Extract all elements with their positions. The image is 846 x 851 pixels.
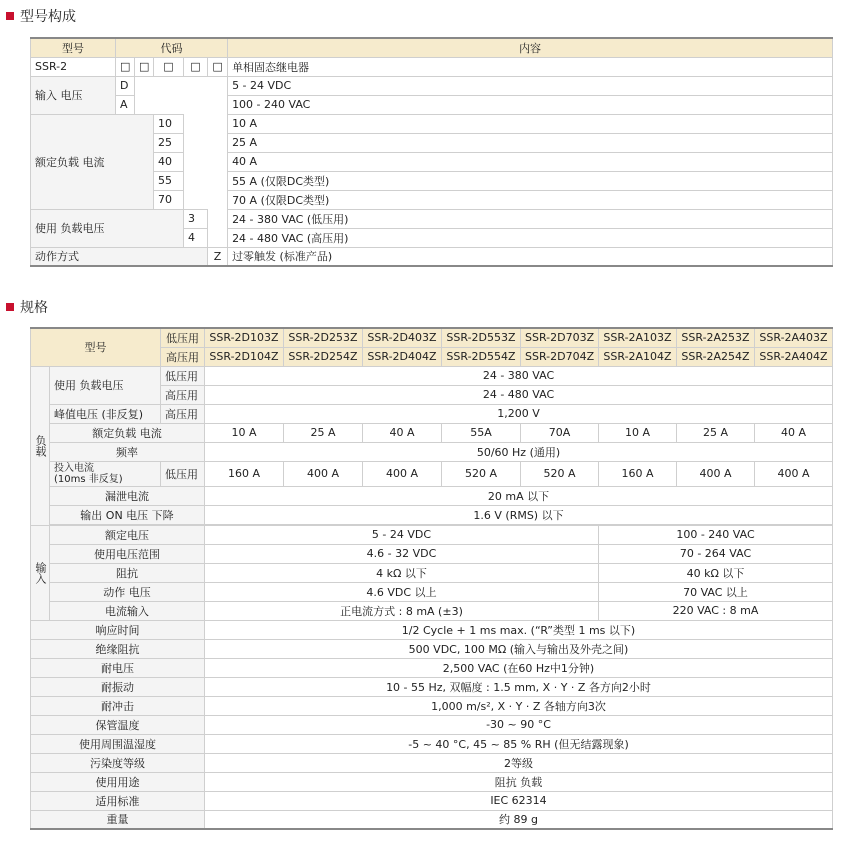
frequency-label: 频率 [50,442,205,461]
low-label: 低压用 [161,366,205,385]
high-model: SSR-2A104Z [599,347,677,366]
code-box: □ [116,57,135,76]
low-label: 低压用 [161,461,205,486]
input-ac-value: 70 - 264 VAC [599,544,833,563]
input-row-label: 电流输入 [50,601,205,620]
general-value: 2等级 [205,753,833,772]
inrush-cell: 400 A [363,461,442,486]
header-code: 代码 [116,38,228,57]
general-value: 500 VDC, 100 MΩ (输入与输出及外壳之间) [205,639,833,658]
inrush-cell: 160 A [205,461,284,486]
model-composition-table [30,37,833,267]
inrush-cell: 160 A [599,461,677,486]
current-value: 25 A [228,133,833,152]
use-voltage-label: 使用 负载电压 [31,209,184,247]
peak-voltage-value: 1,200 V [205,404,833,423]
general-value: 阻抗 负载 [205,772,833,791]
section-heading-model [6,6,76,26]
general-label: 污染度等级 [31,753,205,772]
general-label: 使用用途 [31,772,205,791]
use-voltage-value: 24 - 480 VAC (高压用) [228,228,833,247]
header-content: 内容 [228,38,833,57]
low-model: SSR-2D103Z [205,328,284,347]
section-title: 型号构成 [20,9,76,25]
input-voltage-a: 100 - 240 VAC [228,95,833,114]
general-label: 耐振动 [31,677,205,696]
spec-model-label: 型号 [31,328,161,366]
input-ac-value: 40 kΩ 以下 [599,563,833,582]
use-voltage-value: 24 - 380 VAC (低压用) [228,209,833,228]
rated-current-cell: 25 A [284,423,363,442]
general-value: 2,500 VAC (在60 Hz中1分钟) [205,658,833,677]
input-dc-value: 5 - 24 VDC [205,525,599,544]
code-box: □ [184,57,208,76]
general-value: 1/2 Cycle + 1 ms max. (“R”类型 1 ms 以下) [205,620,833,639]
code-box: □ [208,57,228,76]
input-group-label: 输入 [31,525,50,620]
high-label: 高压用 [161,385,205,404]
high-label: 高压用 [161,404,205,423]
general-label: 响应时间 [31,620,205,639]
section-title: 规格 [20,300,48,316]
general-value: -5 ~ 40 °C, 45 ~ 85 % RH (但无结露现象) [205,734,833,753]
header-model: 型号 [31,38,116,57]
input-voltage-label: 输入 电压 [31,76,116,114]
code-current: 40 [154,152,184,171]
general-value: -30 ~ 90 °C [205,715,833,734]
rated-current-cell: 40 A [363,423,442,442]
code-voltage: 4 [184,228,208,247]
rated-current-cell: 10 A [205,423,284,442]
input-row-label: 阻抗 [50,563,205,582]
general-label: 耐冲击 [31,696,205,715]
peak-voltage-label: 峰值电压 (非反复) [50,404,161,423]
current-value: 10 A [228,114,833,133]
low-model: SSR-2A253Z [677,328,755,347]
code-current: 25 [154,133,184,152]
inrush-cell: 400 A [677,461,755,486]
rated-current-cell: 55A [442,423,521,442]
code-voltage: 3 [184,209,208,228]
code-current: 55 [154,171,184,190]
low-label: 低压用 [161,328,205,347]
inrush-cell: 520 A [521,461,599,486]
code-a: A [116,95,135,114]
use-voltage-label: 使用 负载电压 [50,366,161,404]
rated-current-cell: 25 A [677,423,755,442]
section-heading-spec [6,297,48,317]
model-name: SSR-2 [31,57,116,76]
inrush-cell: 520 A [442,461,521,486]
general-label: 适用标准 [31,791,205,810]
input-row-label: 动作 电压 [50,582,205,601]
model-description: 单相固态继电器 [228,57,833,76]
rated-current-cell: 10 A [599,423,677,442]
low-model: SSR-2D403Z [363,328,442,347]
use-voltage-low: 24 - 380 VAC [205,366,833,385]
rated-current-label: 额定负载 电流 [50,423,205,442]
high-model: SSR-2D404Z [363,347,442,366]
general-label: 耐电压 [31,658,205,677]
code-current: 70 [154,190,184,209]
high-model: SSR-2D554Z [442,347,521,366]
general-label: 保管温度 [31,715,205,734]
input-ac-value: 100 - 240 VAC [599,525,833,544]
action-value: 过零触发 (标准产品) [228,247,833,266]
code-action: Z [208,247,228,266]
leakage-value: 20 mA 以下 [205,486,833,505]
high-model: SSR-2D704Z [521,347,599,366]
inrush-cell: 400 A [284,461,363,486]
specification-table [30,327,833,830]
general-value: IEC 62314 [205,791,833,810]
low-model: SSR-2D253Z [284,328,363,347]
high-model: SSR-2A254Z [677,347,755,366]
bullet-square-icon [6,303,14,311]
rated-current-cell: 40 A [755,423,833,442]
rated-current-label: 额定负载 电流 [31,114,154,209]
leakage-label: 漏泄电流 [50,486,205,505]
input-ac-value: 70 VAC 以上 [599,582,833,601]
input-dc-value: 正电流方式 : 8 mA (±3) [205,601,599,620]
code-box: □ [154,57,184,76]
code-d: D [116,76,135,95]
general-label: 使用周围温湿度 [31,734,205,753]
general-value: 10 - 55 Hz, 双幅度 : 1.5 mm, X · Y · Z 各方向2小时 [205,677,833,696]
low-model: SSR-2A103Z [599,328,677,347]
input-dc-value: 4 kΩ 以下 [205,563,599,582]
low-model: SSR-2D703Z [521,328,599,347]
code-box: □ [135,57,154,76]
input-dc-value: 4.6 VDC 以上 [205,582,599,601]
input-row-label: 使用电压范围 [50,544,205,563]
load-group-label: 负载 [31,366,50,525]
high-model: SSR-2A404Z [755,347,833,366]
input-dc-value: 4.6 - 32 VDC [205,544,599,563]
on-voltage-drop-value: 1.6 V (RMS) 以下 [205,505,833,524]
general-label: 重量 [31,810,205,829]
low-model: SSR-2A403Z [755,328,833,347]
high-model: SSR-2D104Z [205,347,284,366]
frequency-value: 50/60 Hz (通用) [205,442,833,461]
rated-current-cell: 70A [521,423,599,442]
on-voltage-drop-label: 输出 ON 电压 下降 [50,505,205,524]
inrush-cell: 400 A [755,461,833,486]
low-model: SSR-2D553Z [442,328,521,347]
code-current: 10 [154,114,184,133]
current-value: 40 A [228,152,833,171]
current-value: 55 A (仅限DC类型) [228,171,833,190]
general-value: 约 89 g [205,810,833,829]
current-value: 70 A (仅限DC类型) [228,190,833,209]
high-model: SSR-2D254Z [284,347,363,366]
input-ac-value: 220 VAC : 8 mA [599,601,833,620]
high-label: 高压用 [161,347,205,366]
use-voltage-high: 24 - 480 VAC [205,385,833,404]
input-voltage-d: 5 - 24 VDC [228,76,833,95]
input-row-label: 额定电压 [50,525,205,544]
general-label: 绝缘阻抗 [31,639,205,658]
general-value: 1,000 m/s², X · Y · Z 各轴方向3次 [205,696,833,715]
action-label: 动作方式 [31,247,208,266]
bullet-square-icon [6,12,14,20]
inrush-current-label: 投入电流 (10ms 非反复) [50,461,161,486]
